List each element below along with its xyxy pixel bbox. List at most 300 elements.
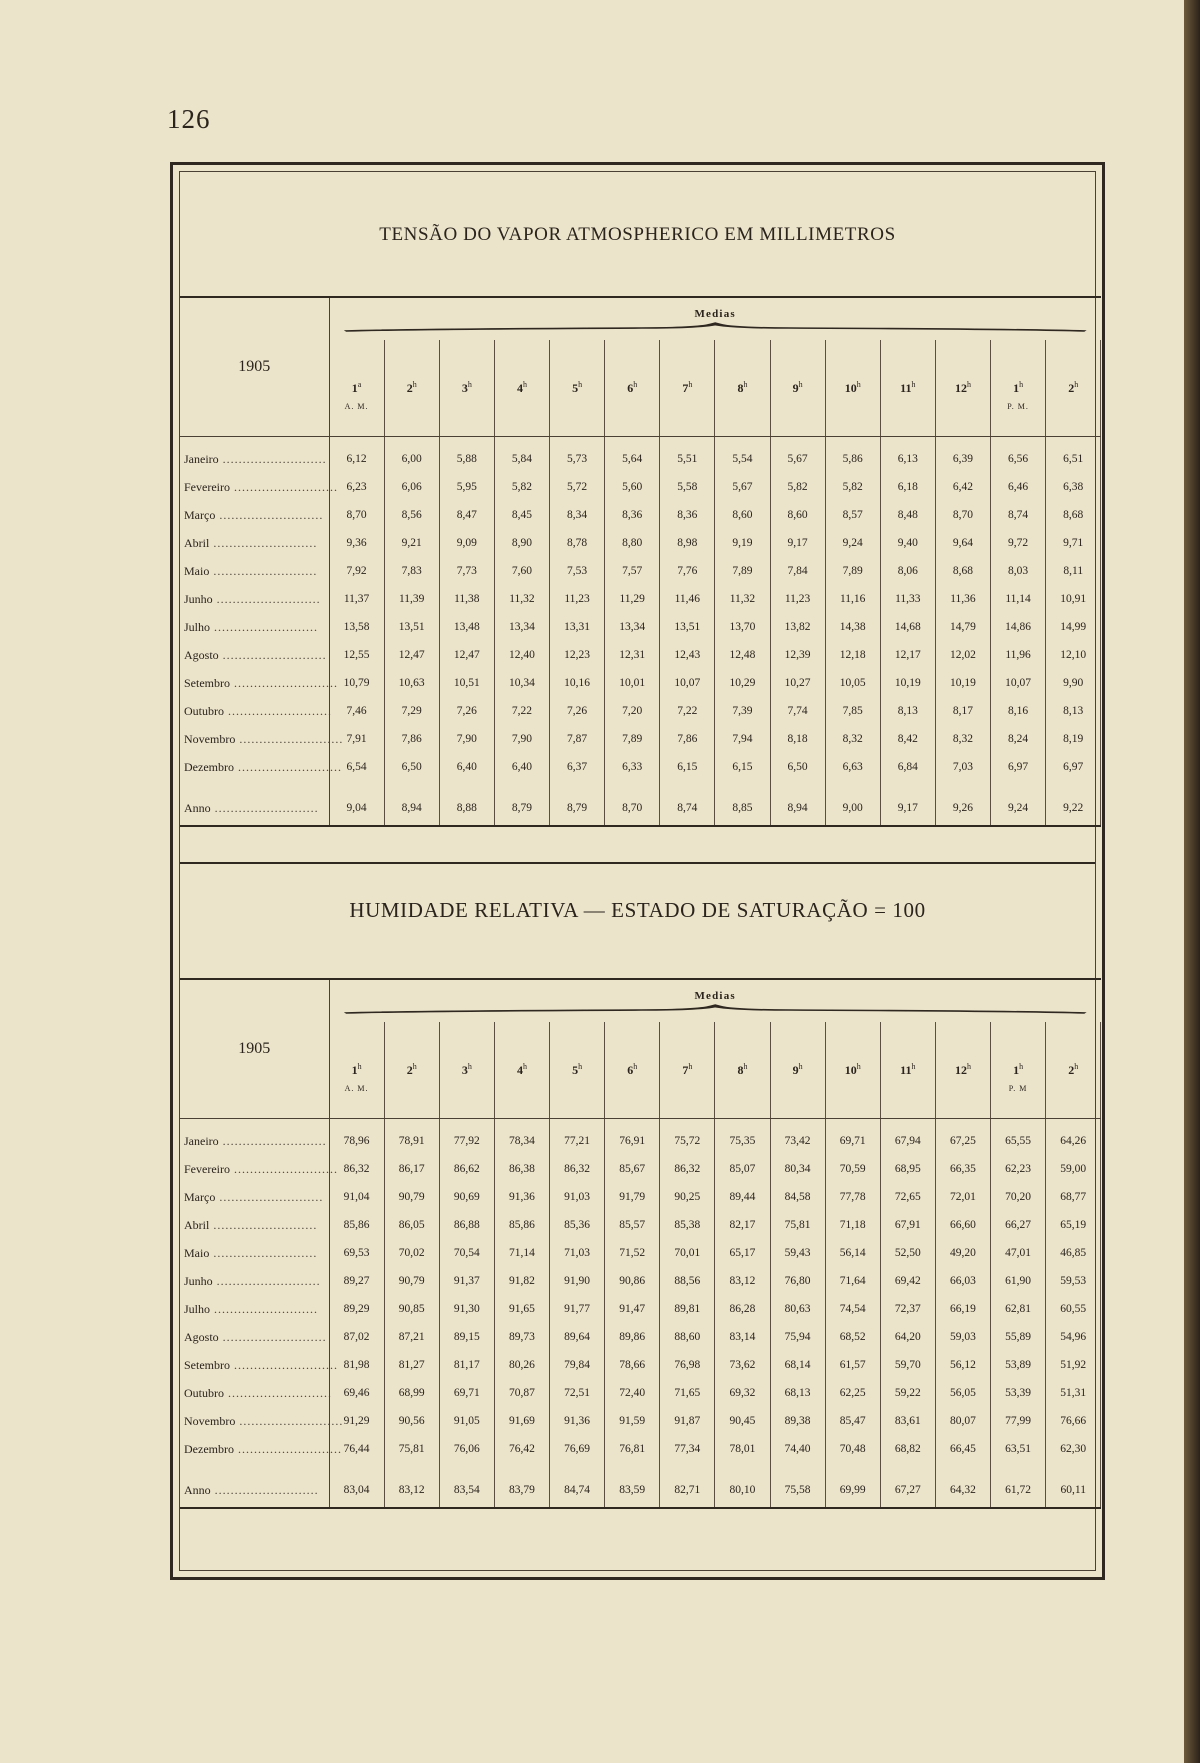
table-row (180, 1323, 1101, 1351)
spacer-cell (880, 1463, 935, 1473)
hour-number: 1 (351, 1063, 358, 1077)
table-cell: 85,67 (605, 1155, 660, 1183)
table-cell: 5,73 (550, 437, 605, 474)
table-cell: 9,72 (991, 529, 1046, 557)
table-cell: 7,87 (550, 725, 605, 753)
table-cell: 12,55 (329, 641, 384, 669)
dot-leader: .......................... (230, 1357, 338, 1372)
table-cell: 10,19 (935, 669, 990, 697)
table-row (180, 697, 1101, 725)
table-cell: 6,12 (329, 437, 384, 474)
table-cell: 90,45 (715, 1407, 770, 1435)
table-cell: 10,01 (605, 669, 660, 697)
hour-suffix: h (743, 1062, 748, 1071)
table-cell: 9,90 (1046, 669, 1101, 697)
table-cell: 8,56 (384, 501, 439, 529)
hour-suffix: h (966, 1062, 971, 1071)
table-cell: 6,97 (1046, 753, 1101, 781)
dot-leader: .......................... (209, 1245, 318, 1260)
table-cell: 72,51 (550, 1379, 605, 1407)
table-cell: 8,36 (660, 501, 715, 529)
table-cell: 8,68 (1046, 501, 1101, 529)
book-binding (1184, 0, 1200, 1763)
table-cell: 89,15 (439, 1323, 494, 1351)
table-cell: 89,73 (494, 1323, 549, 1351)
table-cell: 72,40 (605, 1379, 660, 1407)
table-cell: 66,45 (935, 1435, 990, 1463)
spacer-cell (439, 781, 494, 791)
month-name: Novembro (184, 731, 236, 746)
month-label (180, 613, 329, 641)
dot-leader: .......................... (210, 619, 319, 634)
table-cell: 59,03 (935, 1323, 990, 1351)
table-cell: 51,31 (1046, 1379, 1101, 1407)
brace-icon (345, 1006, 1085, 1014)
table-cell: 76,66 (1046, 1407, 1101, 1435)
month-label (180, 557, 329, 585)
hour-suffix: a (357, 380, 362, 389)
table-cell: 80,63 (770, 1295, 825, 1323)
table-cell: 8,34 (550, 501, 605, 529)
dot-leader: .......................... (235, 1413, 344, 1428)
table-cell: 85,86 (494, 1211, 549, 1239)
humidade-medias-header (329, 979, 1101, 1022)
table-cell: 13,51 (384, 613, 439, 641)
spacer-cell (329, 781, 384, 791)
vapor-medias-label: Medias (694, 308, 736, 320)
table-cell: 78,01 (715, 1435, 770, 1463)
hour-number: 10 (844, 1063, 857, 1077)
month-label (180, 1211, 329, 1239)
table-cell: 59,22 (880, 1379, 935, 1407)
table-cell: 7,26 (550, 697, 605, 725)
table-cell: 10,34 (494, 669, 549, 697)
dot-leader: .......................... (212, 591, 321, 606)
vapor-hour-header (880, 340, 935, 437)
table-cell: 68,77 (1046, 1183, 1101, 1211)
spacer-cell (1046, 781, 1101, 791)
table-cell: 7,85 (825, 697, 880, 725)
table-row (180, 753, 1101, 781)
table-cell: 7,73 (439, 557, 494, 585)
table-row (180, 1211, 1101, 1239)
vapor-hour-header (1046, 340, 1101, 437)
table-cell: 6,38 (1046, 473, 1101, 501)
table-cell: 80,34 (770, 1155, 825, 1183)
total-cell: 64,32 (935, 1473, 990, 1508)
table-cell: 5,82 (494, 473, 549, 501)
table-cell: 70,59 (825, 1155, 880, 1183)
table-cell: 86,88 (439, 1211, 494, 1239)
page-number: 126 (167, 104, 211, 134)
total-cell: 67,27 (880, 1473, 935, 1508)
table-cell: 11,38 (439, 585, 494, 613)
spacer-cell (550, 1463, 605, 1473)
table-cell: 85,47 (825, 1407, 880, 1435)
table-cell: 8,78 (550, 529, 605, 557)
hour-label (771, 380, 825, 396)
table-cell: 5,86 (825, 437, 880, 474)
table-cell: 8,60 (770, 501, 825, 529)
table-cell: 75,35 (715, 1119, 770, 1156)
total-cell: 84,74 (550, 1473, 605, 1508)
table-cell: 82,17 (715, 1211, 770, 1239)
spacer-cell (825, 781, 880, 791)
total-cell: 8,70 (605, 791, 660, 826)
month-name: Novembro (184, 1413, 236, 1428)
table-cell: 5,84 (494, 437, 549, 474)
dot-leader: .......................... (230, 675, 338, 690)
table-row (180, 1267, 1101, 1295)
humidade-hour-header (494, 1022, 549, 1119)
table-cell: 14,99 (1046, 613, 1101, 641)
vapor-hour-header (550, 340, 605, 437)
table-cell: 68,95 (880, 1155, 935, 1183)
tables-frame (170, 162, 1105, 1580)
table-cell: 12,02 (935, 641, 990, 669)
table-cell: 7,92 (329, 557, 384, 585)
total-cell: 83,59 (605, 1473, 660, 1508)
hour-number: 8 (737, 381, 744, 395)
table-cell: 70,87 (494, 1379, 549, 1407)
table-cell: 69,71 (825, 1119, 880, 1156)
table-cell: 7,91 (329, 725, 384, 753)
table-cell: 6,15 (660, 753, 715, 781)
hour-label (991, 380, 1045, 396)
dot-leader: .......................... (210, 800, 319, 815)
hour-label (991, 1062, 1045, 1078)
hour-label (826, 1062, 880, 1078)
month-label (180, 473, 338, 501)
table-cell: 6,40 (494, 753, 549, 781)
table-cell: 86,62 (439, 1155, 494, 1183)
table-cell: 10,63 (384, 669, 439, 697)
table-cell: 77,78 (825, 1183, 880, 1211)
hour-label (495, 1062, 549, 1078)
hour-number: 2 (1068, 1063, 1075, 1077)
table-cell: 7,03 (935, 753, 990, 781)
table-cell: 87,02 (329, 1323, 384, 1351)
table-row (180, 1295, 1101, 1323)
humidade-hour-header (384, 1022, 439, 1119)
table-cell: 80,26 (494, 1351, 549, 1379)
dot-leader: .......................... (229, 479, 338, 494)
table-cell: 78,96 (329, 1119, 384, 1156)
month-name: Dezembro (184, 759, 234, 774)
hour-suffix: h (1019, 380, 1024, 389)
hour-label (605, 380, 659, 396)
table-cell: 89,29 (329, 1295, 384, 1323)
table-row (180, 557, 1101, 585)
table-cell: 76,80 (770, 1267, 825, 1295)
table-cell: 11,23 (770, 585, 825, 613)
table-cell: 11,39 (384, 585, 439, 613)
tables-frame-inner (179, 171, 1096, 1571)
table-cell: 7,76 (660, 557, 715, 585)
month-label (180, 1379, 332, 1407)
total-label (180, 791, 329, 826)
table-cell: 84,58 (770, 1183, 825, 1211)
meridiem-label: A. M. (344, 1084, 369, 1093)
table-cell: 72,65 (880, 1183, 935, 1211)
table-cell: 71,52 (605, 1239, 660, 1267)
table-cell: 70,20 (991, 1183, 1046, 1211)
table-cell: 7,53 (550, 557, 605, 585)
vapor-hour-header (991, 340, 1046, 437)
hour-label (330, 380, 384, 396)
hour-number: 9 (792, 381, 799, 395)
month-label (180, 641, 329, 669)
spacer-cell (605, 781, 660, 791)
spacer-cell (605, 1463, 660, 1473)
humidade-hour-header (715, 1022, 770, 1119)
table-cell: 66,35 (935, 1155, 990, 1183)
table-cell: 77,34 (660, 1435, 715, 1463)
table-cell: 5,72 (550, 473, 605, 501)
humidade-hour-header (1046, 1022, 1101, 1119)
table-cell: 91,05 (439, 1407, 494, 1435)
table-cell: 9,64 (935, 529, 990, 557)
hour-number: 3 (461, 381, 468, 395)
table-cell: 5,67 (715, 473, 770, 501)
hour-number: 12 (954, 381, 967, 395)
month-label (180, 1435, 342, 1463)
spacer-cell (770, 781, 825, 791)
table-cell: 73,62 (715, 1351, 770, 1379)
table-cell: 12,10 (1046, 641, 1101, 669)
spacer-cell (384, 781, 439, 791)
table-cell: 7,90 (439, 725, 494, 753)
table-row (180, 1155, 1101, 1183)
table-row (180, 437, 1101, 474)
vapor-medias-header (329, 297, 1101, 340)
table-cell: 6,63 (825, 753, 880, 781)
table-cell: 8,11 (1046, 557, 1101, 585)
humidade-title: HUMIDADE RELATIVA — ESTADO DE SATURAÇÃO = 100 (349, 898, 926, 922)
meridiem-label: P. M. (1007, 402, 1029, 411)
table-cell: 55,89 (991, 1323, 1046, 1351)
total-cell: 8,94 (770, 791, 825, 826)
month-name: Agosto (184, 647, 219, 662)
table-cell: 9,36 (329, 529, 384, 557)
table-cell: 83,61 (880, 1407, 935, 1435)
hour-suffix: h (357, 1062, 362, 1071)
table-row (180, 1351, 1101, 1379)
table-cell: 79,84 (550, 1351, 605, 1379)
vapor-hour-header (605, 340, 660, 437)
table-cell: 91,04 (329, 1183, 384, 1211)
spacer-cell (715, 781, 770, 791)
total-cell: 9,00 (825, 791, 880, 826)
table-cell: 63,51 (991, 1435, 1046, 1463)
total-cell: 83,79 (494, 1473, 549, 1508)
total-label (180, 1473, 329, 1508)
table-cell: 90,79 (384, 1183, 439, 1211)
month-label (180, 669, 338, 697)
dot-leader: .......................... (209, 535, 318, 550)
month-name: Maio (184, 563, 210, 578)
hour-suffix: h (578, 380, 583, 389)
table-cell: 46,85 (1046, 1239, 1101, 1267)
vapor-hour-header (384, 340, 439, 437)
total-name: Anno (184, 1482, 211, 1497)
table-cell: 12,40 (494, 641, 549, 669)
table-cell: 10,07 (991, 669, 1046, 697)
table-cell: 8,06 (880, 557, 935, 585)
table-cell: 8,57 (825, 501, 880, 529)
table-cell: 88,56 (660, 1267, 715, 1295)
table-cell: 6,50 (384, 753, 439, 781)
table-cell: 72,01 (935, 1183, 990, 1211)
month-name: Outubro (184, 1385, 224, 1400)
spacer-row (180, 781, 1101, 791)
hour-number: 2 (406, 381, 413, 395)
table-cell: 76,44 (329, 1435, 384, 1463)
table-cell: 13,82 (770, 613, 825, 641)
month-label (180, 1351, 338, 1379)
total-cell: 80,10 (715, 1473, 770, 1508)
humidade-hour-header (660, 1022, 715, 1119)
month-name: Fevereiro (184, 479, 230, 494)
table-cell: 11,29 (605, 585, 660, 613)
month-name: Outubro (184, 703, 224, 718)
table-cell: 10,16 (550, 669, 605, 697)
table-cell: 8,70 (329, 501, 384, 529)
table-cell: 11,32 (494, 585, 549, 613)
table-cell: 91,90 (550, 1267, 605, 1295)
table-cell: 7,84 (770, 557, 825, 585)
hour-number: 4 (516, 1063, 523, 1077)
table-cell: 6,46 (991, 473, 1046, 501)
table-cell: 9,17 (770, 529, 825, 557)
dot-leader: .......................... (209, 1217, 318, 1232)
hour-number: 5 (572, 381, 579, 395)
table-cell: 56,05 (935, 1379, 990, 1407)
table-cell: 6,54 (329, 753, 384, 781)
table-cell: 61,90 (991, 1267, 1046, 1295)
hour-number: 6 (627, 1063, 634, 1077)
table-cell: 69,71 (439, 1379, 494, 1407)
vapor-year-header: 1905 (180, 297, 329, 437)
table-cell: 72,37 (880, 1295, 935, 1323)
table-cell: 13,31 (550, 613, 605, 641)
humidade-table-body (180, 1119, 1101, 1509)
table-cell: 9,21 (384, 529, 439, 557)
table-cell: 7,22 (494, 697, 549, 725)
table-cell: 91,30 (439, 1295, 494, 1323)
month-name: Março (184, 507, 216, 522)
table-cell: 7,46 (329, 697, 384, 725)
table-cell: 78,34 (494, 1119, 549, 1156)
vapor-title: TENSÃO DO VAPOR ATMOSPHERICO EM MILLIMETROS (379, 224, 896, 245)
month-name: Setembro (184, 1357, 230, 1372)
table-cell: 6,97 (991, 753, 1046, 781)
table-cell: 8,13 (880, 697, 935, 725)
humidade-table (180, 978, 1101, 1509)
table-cell: 87,21 (384, 1323, 439, 1351)
table-cell: 10,29 (715, 669, 770, 697)
table-cell: 74,40 (770, 1435, 825, 1463)
vapor-hour-header (439, 340, 494, 437)
hour-number: 2 (406, 1063, 413, 1077)
month-name: Julho (184, 1301, 211, 1316)
table-cell: 7,94 (715, 725, 770, 753)
humidade-section (180, 862, 1095, 1582)
table-cell: 6,84 (880, 753, 935, 781)
spacer-cell (329, 1463, 384, 1473)
hour-label (826, 380, 880, 396)
humidade-year-header: 1905 (180, 979, 329, 1119)
dot-leader: .......................... (210, 1482, 319, 1497)
table-cell: 6,18 (880, 473, 935, 501)
table-cell: 78,66 (605, 1351, 660, 1379)
total-cell: 8,74 (660, 791, 715, 826)
total-cell: 75,58 (770, 1473, 825, 1508)
table-cell: 76,42 (494, 1435, 549, 1463)
spacer-cell (715, 1463, 770, 1473)
total-cell: 69,99 (825, 1473, 880, 1508)
table-cell: 86,28 (715, 1295, 770, 1323)
table-cell: 5,88 (439, 437, 494, 474)
table-cell: 70,02 (384, 1239, 439, 1267)
table-cell: 59,00 (1046, 1155, 1101, 1183)
hour-number: 1 (1013, 381, 1020, 395)
hour-number: 12 (954, 1063, 967, 1077)
hour-label (660, 380, 714, 396)
table-cell: 85,07 (715, 1155, 770, 1183)
table-cell: 13,34 (494, 613, 549, 641)
table-cell: 53,89 (991, 1351, 1046, 1379)
humidade-hour-header (329, 1022, 384, 1119)
table-cell: 10,79 (329, 669, 384, 697)
table-cell: 81,98 (329, 1351, 384, 1379)
table-cell: 75,81 (384, 1435, 439, 1463)
spacer-cell (660, 1463, 715, 1473)
spacer-cell (935, 781, 990, 791)
table-cell: 91,29 (329, 1407, 384, 1435)
table-cell: 71,65 (660, 1379, 715, 1407)
table-cell: 8,68 (935, 557, 990, 585)
dot-leader: .......................... (209, 563, 318, 578)
table-cell: 14,38 (825, 613, 880, 641)
hour-label (440, 1062, 494, 1078)
table-cell: 14,79 (935, 613, 990, 641)
month-name: Agosto (184, 1329, 219, 1344)
hour-suffix: h (688, 1062, 693, 1071)
spacer-cell (660, 781, 715, 791)
month-name: Junho (184, 591, 213, 606)
table-cell: 91,36 (550, 1407, 605, 1435)
dot-leader: .......................... (212, 1273, 321, 1288)
month-label (180, 437, 329, 474)
table-cell: 10,51 (439, 669, 494, 697)
table-cell: 68,14 (770, 1351, 825, 1379)
table-cell: 6,51 (1046, 437, 1101, 474)
table-cell: 5,51 (660, 437, 715, 474)
month-name: Maio (184, 1245, 210, 1260)
hour-label (881, 380, 935, 396)
table-cell: 64,26 (1046, 1119, 1101, 1156)
table-cell: 5,60 (605, 473, 660, 501)
table-cell: 8,42 (880, 725, 935, 753)
table-cell: 13,48 (439, 613, 494, 641)
hour-label (715, 1062, 769, 1078)
table-cell: 8,13 (1046, 697, 1101, 725)
hour-suffix: h (633, 1062, 638, 1071)
table-cell: 6,13 (880, 437, 935, 474)
table-cell: 89,64 (550, 1323, 605, 1351)
hour-number: 5 (572, 1063, 579, 1077)
